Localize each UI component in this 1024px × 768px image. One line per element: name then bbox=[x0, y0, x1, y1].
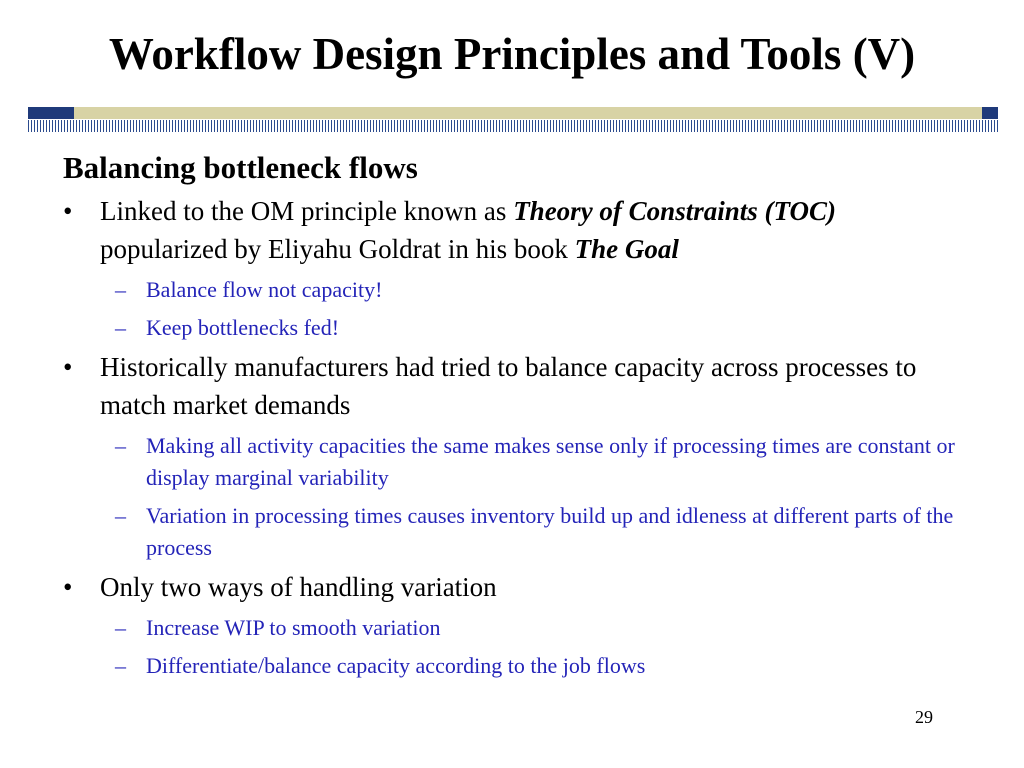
sub-bullet-text: Keep bottlenecks fed! bbox=[146, 315, 340, 340]
sub-bullet-text: Increase WIP to smooth variation bbox=[146, 615, 441, 640]
sub-bullet-item bbox=[63, 274, 963, 306]
sub-bullet-text: Variation in processing times causes inventory build up and idleness at different parts of the process bbox=[146, 503, 954, 560]
bullet-text: Linked to the OM principle known as bbox=[100, 196, 514, 226]
sub-bullet-text: Differentiate/balance capacity according to the job flows bbox=[146, 653, 646, 678]
divider-right-block bbox=[982, 107, 998, 119]
slide-title: Workflow Design Principles and Tools (V) bbox=[108, 29, 916, 79]
bullet-item bbox=[63, 348, 963, 424]
sub-bullet-marker: – bbox=[115, 615, 126, 640]
sub-bullet-marker: – bbox=[115, 277, 126, 302]
sub-bullet-marker: – bbox=[115, 315, 126, 340]
sub-bullet-marker: – bbox=[115, 433, 126, 458]
page-number: 29 bbox=[915, 707, 933, 727]
bullet-item bbox=[63, 568, 963, 606]
bullet-text: popularized by Eliyahu Goldrat in his book bbox=[100, 234, 575, 264]
sub-bullet-item bbox=[63, 430, 963, 494]
bullet-marker: • bbox=[63, 196, 73, 226]
sub-bullet-item bbox=[63, 650, 963, 682]
bullet-text: Historically manufacturers had tried to balance capacity across processes to match market demands bbox=[100, 352, 917, 420]
sub-bullet-item bbox=[63, 312, 963, 344]
sub-bullet-item bbox=[63, 612, 963, 644]
bullet-emphasis: The Goal bbox=[574, 234, 679, 264]
sub-bullet-item bbox=[63, 500, 963, 564]
divider-middle-bar bbox=[74, 107, 982, 119]
sub-bullet-marker: – bbox=[115, 503, 126, 528]
title-divider-stripes bbox=[28, 120, 998, 132]
sub-bullet-text: Balance flow not capacity! bbox=[146, 277, 383, 302]
bullet-text: Only two ways of handling variation bbox=[100, 572, 497, 602]
sub-bullet-marker: – bbox=[115, 653, 126, 678]
title-divider-band bbox=[28, 107, 998, 119]
divider-left-block bbox=[28, 107, 74, 119]
bullet-emphasis: Theory of Constraints (TOC) bbox=[513, 196, 836, 226]
section-heading: Balancing bottleneck flows bbox=[63, 150, 418, 185]
sub-bullet-text: Making all activity capacities the same makes sense only if processing times are constant or display marginal variability bbox=[146, 433, 955, 490]
bullet-marker: • bbox=[63, 572, 73, 602]
bullet-item bbox=[63, 192, 963, 268]
slide-content bbox=[63, 150, 963, 682]
bullet-marker: • bbox=[63, 352, 73, 382]
